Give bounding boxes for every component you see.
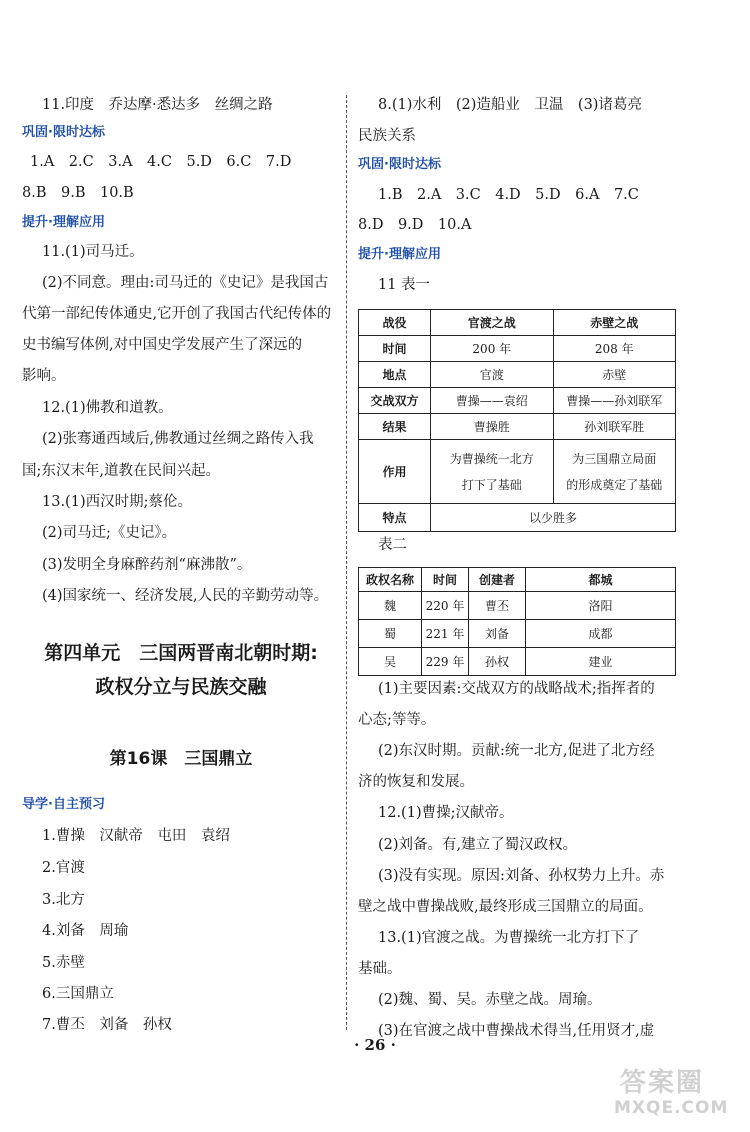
answer-line: (2)魏、蜀、吴。赤壁之战。周瑜。 [378,992,602,1008]
unit-title [22,636,340,704]
table2-cell: 魏 [359,592,422,620]
watermark-logo [612,1062,742,1124]
section-heading: 提升·理解应用 [22,215,105,230]
answer-line: 1.曹操 汉献帝 屯田 袁绍 [42,828,230,844]
table1-cell: 曹操——袁绍 [431,388,553,414]
table2-cell: 成都 [526,620,676,648]
lesson-title: 第16课 三国鼎立 [109,749,253,769]
answer-line: 11 表一 [378,277,431,293]
answer-line: (2)东汉时期。贡献:统一北方,促进了北方经 [378,743,655,759]
answer-line: 11.(1)司马迁。 [42,244,144,260]
answer-line: 1.A 2.C 3.A 4.C 5.D 6.C 7.D [30,154,292,170]
page-number: · 26 · [354,1036,396,1054]
section-heading: 巩固·限时达标 [358,157,441,172]
unit-title-line2: 政权分立与民族交融 [95,676,267,698]
column-divider [346,95,347,1030]
table1-row-label: 作用 [359,440,431,504]
table1-cell: 208 年 [553,336,675,362]
answer-line: 11.印度 乔达摩·悉达多 丝绸之路 [42,97,273,113]
answer-line: 壁之战中曹操战败,最终形成三国鼎立的局面。 [358,899,653,915]
answer-line: 代第一部纪传体通史,它开创了我国古代纪传体的 [22,306,332,322]
answer-line: 12.(1)曹操;汉献帝。 [378,805,514,821]
table2-header-cell: 都城 [526,568,676,592]
unit-title-line1: 第四单元 三国两晋南北朝时期: [44,642,318,664]
table1-row-label: 地点 [359,362,431,388]
table2-cell: 吴 [359,648,422,676]
table-battles [358,309,676,532]
table1-cell: 赤壁 [553,362,675,388]
answer-line: 心态;等等。 [358,712,436,728]
section-heading: 巩固·限时达标 [22,125,105,140]
table2-cell: 229 年 [422,648,469,676]
table2-cell: 洛阳 [526,592,676,620]
table1-cell: 为曹操统一北方 打下了基础 [431,440,553,504]
table1-cell: 孙刘联军胜 [553,414,675,440]
answer-line: (2)张骞通西域后,佛教通过丝绸之路传入我 [42,431,314,447]
table2-cell: 刘备 [469,620,526,648]
table2-header-cell: 时间 [422,568,469,592]
answer-line: 1.B 2.A 3.C 4.D 5.D 6.A 7.C [378,187,639,203]
table1-cell: 曹操胜 [431,414,553,440]
answer-line: (2)司马迁;《史记》。 [42,525,177,541]
table1-header-cell: 赤壁之战 [553,310,675,336]
answer-line: 影响。 [22,368,66,384]
answer-line: 8.D 9.D 10.A [358,217,472,233]
table1-header-cell: 战役 [359,310,431,336]
answer-line: 4.刘备 周瑜 [42,923,129,939]
table1-row-label: 交战双方 [359,388,431,414]
answer-line: (2)刘备。有,建立了蜀汉政权。 [378,837,578,853]
answer-line: 13.(1)官渡之战。为曹操统一北方打下了 [378,930,640,946]
answer-line: 济的恢复和发展。 [358,774,474,790]
table2-cell: 曹丕 [469,592,526,620]
answer-line: (3)没有实现。原因:刘备、孙权势力上升。赤 [378,868,665,884]
answer-line: 2.官渡 [42,860,85,876]
answer-line: 民族关系 [358,128,416,144]
section-heading: 导学·自主预习 [22,797,105,812]
answer-line: 6.三国鼎立 [42,986,114,1002]
answer-line: 8.(1)水利 (2)造船业 卫温 (3)诸葛亮 [378,97,642,113]
answer-line: 13.(1)西汉时期;蔡伦。 [42,494,192,510]
answer-line: (2)不同意。理由:司马迁的《史记》是我国古 [42,275,329,291]
answer-line: 基础。 [358,961,402,977]
answer-line: 国;东汉末年,道教在民间兴起。 [22,463,220,479]
table1-cell: 200 年 [431,336,553,362]
section-heading: 提升·理解应用 [358,247,441,262]
answer-line: (3)发明全身麻醉药剂“麻沸散”。 [42,557,252,573]
answer-line: 史书编写体例,对中国史学发展产生了深远的 [22,337,303,353]
table1-header-cell: 官渡之战 [431,310,553,336]
table2-header-cell: 政权名称 [359,568,422,592]
table1-feature-value: 以少胜多 [431,504,676,532]
watermark-text: 答案圈 [620,1068,705,1098]
answer-line: 表二 [378,537,407,553]
answer-line: 12.(1)佛教和道教。 [42,400,173,416]
table1-cell: 曹操——孙刘联军 [553,388,675,414]
answer-line: 8.B 9.B 10.B [22,185,134,201]
table2-header-cell: 创建者 [469,568,526,592]
table1-cell: 为三国鼎立局面 的形成奠定了基础 [553,440,675,504]
table2-cell: 221 年 [422,620,469,648]
table1-row-label: 特点 [359,504,431,532]
answer-line: (3)在官渡之战中曹操战术得当,任用贤才,虚 [378,1023,655,1039]
table2-cell: 孙权 [469,648,526,676]
watermark-url: MXQE.COM [614,1098,729,1118]
table2-cell: 220 年 [422,592,469,620]
answer-line: 7.曹丕 刘备 孙权 [42,1017,172,1033]
answer-line: (4)国家统一、经济发展,人民的辛勤劳动等。 [42,588,329,604]
table1-row-label: 时间 [359,336,431,362]
table2-cell: 建业 [526,648,676,676]
table2-cell: 蜀 [359,620,422,648]
table1-cell: 官渡 [431,362,553,388]
answer-line: 5.赤壁 [42,955,85,971]
table-regimes [358,567,676,676]
table1-row-label: 结果 [359,414,431,440]
answer-line: (1)主要因素:交战双方的战略战术;指挥者的 [378,681,655,697]
answer-line: 3.北方 [42,892,85,908]
